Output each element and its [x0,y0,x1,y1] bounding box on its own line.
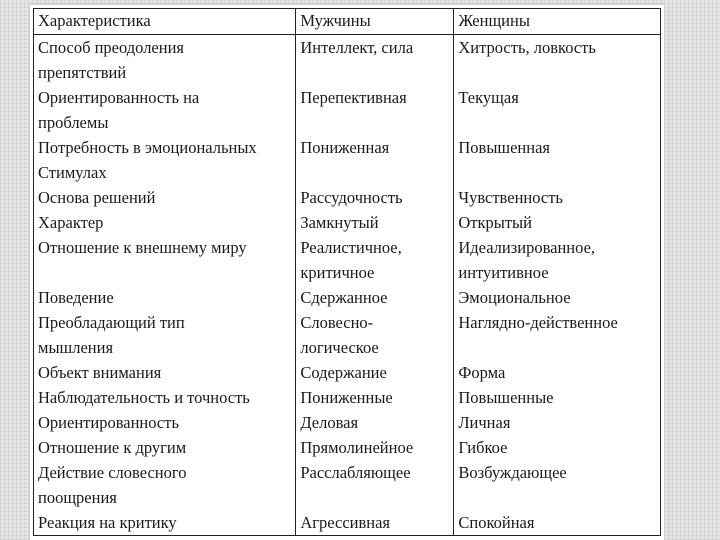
table-row [34,85,661,135]
table-row [34,285,661,310]
cell-characteristic: Потребность в эмоциональных Стимулах [34,135,296,185]
cell-women: Форма [454,360,661,385]
cell-characteristic: Поведение [34,285,296,310]
cell-women: Идеализированное, интуитивное [454,235,661,285]
cell-women: Повышенная [454,135,661,185]
table-row [34,410,661,435]
cell-characteristic: Характер [34,210,296,235]
cell-women: Личная [454,410,661,435]
cell-men: Рассудочность [296,185,454,210]
cell-women: Хитрость, ловкость [454,35,661,86]
cell-women: Текущая [454,85,661,135]
cell-characteristic: Реакция на критику [34,510,296,536]
cell-men: Прямолинейное [296,435,454,460]
cell-men: Содержание [296,360,454,385]
table-row [34,385,661,410]
header-characteristic: Характеристика [34,9,296,35]
cell-characteristic: Ориентированность [34,410,296,435]
cell-men: Реалистичное, критичное [296,235,454,285]
cell-women: Повышенные [454,385,661,410]
document-page [30,5,664,540]
cell-men: Сдержанное [296,285,454,310]
cell-women: Чувственность [454,185,661,210]
cell-characteristic: Отношение к внешнему миру [34,235,296,285]
cell-women: Возбуждающее [454,460,661,510]
cell-women: Наглядно-действенное [454,310,661,360]
table-row [34,235,661,285]
cell-women: Гибкое [454,435,661,460]
table-body [34,35,661,536]
cell-characteristic: Наблюдательность и точность [34,385,296,410]
cell-characteristic: Объект внимания [34,360,296,385]
cell-men: Интеллект, сила [296,35,454,86]
cell-men: Словесно- логическое [296,310,454,360]
cell-characteristic: Основа решений [34,185,296,210]
cell-men: Агрессивная [296,510,454,536]
cell-men: Пониженная [296,135,454,185]
table-row [34,435,661,460]
table-row [34,310,661,360]
cell-characteristic: Отношение к другим [34,435,296,460]
cell-men: Пониженные [296,385,454,410]
comparison-table [33,8,661,536]
table-row [34,360,661,385]
cell-characteristic: Ориентированность на проблемы [34,85,296,135]
table-row [34,35,661,86]
table-row [34,210,661,235]
header-women: Женщины [454,9,661,35]
table-row [34,460,661,510]
cell-women: Открытый [454,210,661,235]
table-row [34,510,661,536]
cell-characteristic: Преобладающий тип мышления [34,310,296,360]
header-men: Мужчины [296,9,454,35]
cell-men: Перепективная [296,85,454,135]
table-header-row [34,9,661,35]
cell-men: Деловая [296,410,454,435]
cell-women: Спокойная [454,510,661,536]
cell-men: Замкнутый [296,210,454,235]
cell-characteristic: Действие словесного поощрения [34,460,296,510]
table-row [34,185,661,210]
cell-women: Эмоциональное [454,285,661,310]
table-row [34,135,661,185]
cell-men: Расслабляющее [296,460,454,510]
cell-characteristic: Способ преодоления препятствий [34,35,296,86]
